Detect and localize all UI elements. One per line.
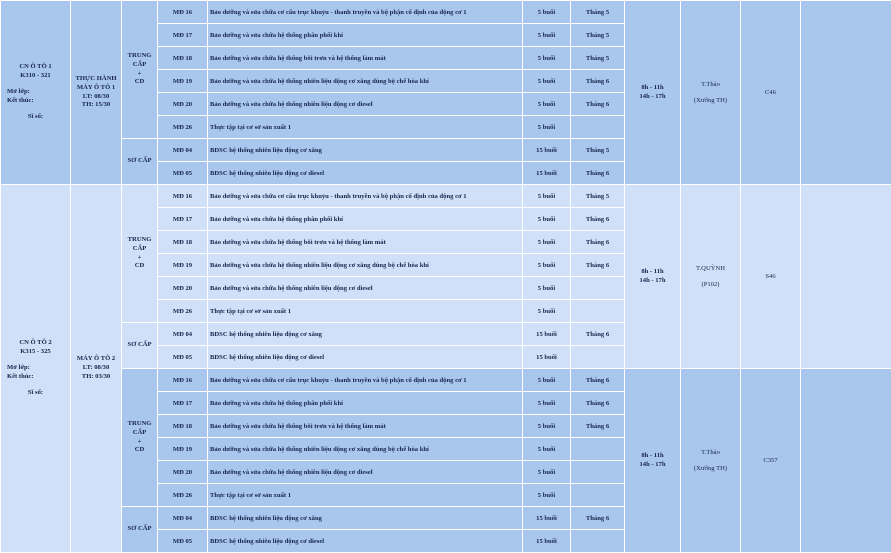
time-afternoon: 14h - 17h	[639, 461, 665, 468]
teacher-location: (Xưởng TH)	[694, 97, 727, 104]
module-name: Bảo dưỡng và sửa chữa hệ thống nhiên liệu động cơ diesel	[208, 461, 523, 484]
session-count: 5 buổi	[523, 93, 571, 116]
module-name: Bảo dưỡng và sửa chữa cơ cấu trục khuỷu - thanh truyền và bộ phận cố định của động cơ 1	[208, 1, 523, 24]
teacher-location: (P102)	[702, 281, 720, 288]
module-code: MĐ 20	[158, 461, 208, 484]
module-name: Thực tập tại cơ sở sản xuất 1	[208, 484, 523, 507]
module-code: MĐ 16	[158, 1, 208, 24]
class-info-cell	[1, 1, 71, 185]
month-cell: Tháng 5	[571, 185, 625, 208]
level-name: TRUNG	[128, 52, 152, 59]
module-name: Bảo dưỡng và sửa chữa hệ thống phân phối khí	[208, 208, 523, 231]
module-name: Thực tập tại cơ sở sản xuất 1	[208, 300, 523, 323]
subject-line: LT: 08/30	[83, 364, 110, 371]
time-morning: 8h - 11h	[641, 84, 663, 91]
class-name: CN Ô TÔ 2	[19, 339, 51, 346]
module-name: BDSC hệ thống nhiên liệu động cơ xăng	[208, 139, 523, 162]
month-cell: Tháng 6	[571, 507, 625, 530]
empty-cell	[801, 1, 891, 185]
module-code: MĐ 16	[158, 369, 208, 392]
size-label: Sĩ số:	[28, 389, 43, 396]
teacher-name: T.Thảo	[701, 449, 720, 456]
teacher-name: T.Thảo	[701, 81, 720, 88]
time-cell	[625, 369, 681, 553]
level-cell	[122, 1, 158, 139]
subject-line: THỰC HÀNH	[76, 75, 117, 82]
module-code: MĐ 05	[158, 530, 208, 553]
month-cell: Tháng 6	[571, 369, 625, 392]
module-code: MĐ 19	[158, 438, 208, 461]
module-name: BDSC hệ thống nhiên liệu động cơ diesel	[208, 346, 523, 369]
month-cell	[571, 116, 625, 139]
subject-line: TH: 03/30	[82, 373, 110, 380]
subject-line: MÁY Ô TÔ 2	[77, 355, 115, 362]
level-name: +	[138, 438, 142, 445]
session-count: 5 buổi	[523, 185, 571, 208]
end-label: Kết thúc:	[3, 373, 68, 382]
module-name: Bảo dưỡng và sửa chữa hệ thống bôi trơn và hệ thống làm mát	[208, 415, 523, 438]
module-code: MĐ 26	[158, 116, 208, 139]
month-cell: Tháng 6	[571, 70, 625, 93]
subject-cell	[71, 185, 122, 553]
session-count: 15 buổi	[523, 139, 571, 162]
empty-cell	[801, 369, 891, 553]
month-cell: Tháng 6	[571, 208, 625, 231]
subject-cell	[71, 1, 122, 185]
session-count: 5 buổi	[523, 231, 571, 254]
month-cell	[571, 461, 625, 484]
teacher-name: T.QUỲNH	[696, 265, 725, 272]
module-code: MĐ 05	[158, 162, 208, 185]
module-code: MĐ 26	[158, 300, 208, 323]
session-count: 5 buổi	[523, 415, 571, 438]
month-cell: Tháng 5	[571, 47, 625, 70]
module-name: Thực tập tại cơ sở sản xuất 1	[208, 116, 523, 139]
month-cell: Tháng 6	[571, 93, 625, 116]
level-name: CẤP	[133, 61, 147, 68]
session-count: 5 buổi	[523, 300, 571, 323]
module-name: BDSC hệ thống nhiên liệu động cơ diesel	[208, 162, 523, 185]
session-count: 5 buổi	[523, 70, 571, 93]
table-row	[1, 1, 891, 24]
size-label: Sĩ số:	[28, 113, 43, 120]
time-cell	[625, 185, 681, 369]
level-name: SƠ CẤP	[128, 157, 152, 164]
module-code: MĐ 20	[158, 277, 208, 300]
module-code: MĐ 18	[158, 47, 208, 70]
month-cell: Tháng 5	[571, 139, 625, 162]
session-count: 5 buổi	[523, 438, 571, 461]
table-row	[1, 369, 891, 392]
module-name: Bảo dưỡng và sửa chữa hệ thống bôi trơn và hệ thống làm mát	[208, 231, 523, 254]
class-code: K310 - 321	[20, 72, 50, 79]
room-cell: S46	[741, 185, 801, 369]
session-count: 15 buổi	[523, 507, 571, 530]
class-info-cell	[1, 185, 71, 553]
module-name: Bảo dưỡng và sửa chữa hệ thống phân phối khí	[208, 24, 523, 47]
month-cell	[571, 484, 625, 507]
end-label: Kết thúc:	[3, 97, 68, 106]
time-morning: 8h - 11h	[641, 452, 663, 459]
month-cell: Tháng 6	[571, 392, 625, 415]
time-afternoon: 14h - 17h	[639, 93, 665, 100]
class-code: K315 - 325	[20, 348, 50, 355]
module-code: MĐ 16	[158, 185, 208, 208]
session-count: 15 buổi	[523, 530, 571, 553]
module-code: MĐ 18	[158, 415, 208, 438]
module-name: Bảo dưỡng và sửa chữa hệ thống nhiên liệu động cơ diesel	[208, 93, 523, 116]
module-code: MĐ 17	[158, 24, 208, 47]
teacher-cell	[681, 185, 741, 369]
module-code: MĐ 26	[158, 484, 208, 507]
module-name: BDSC hệ thống nhiên liệu động cơ diesel	[208, 530, 523, 553]
module-name: BDSC hệ thống nhiên liệu động cơ xăng	[208, 507, 523, 530]
month-cell	[571, 300, 625, 323]
month-cell	[571, 438, 625, 461]
start-label: Mở lớp:	[3, 88, 68, 97]
month-cell	[571, 277, 625, 300]
level-cell	[122, 185, 158, 323]
module-code: MĐ 17	[158, 392, 208, 415]
month-cell: Tháng 6	[571, 254, 625, 277]
session-count: 15 buổi	[523, 162, 571, 185]
room-cell: C46	[741, 1, 801, 185]
time-afternoon: 14h - 17h	[639, 277, 665, 284]
level-name: TRUNG	[128, 420, 152, 427]
level-cell	[122, 139, 158, 185]
session-count: 5 buổi	[523, 369, 571, 392]
module-name: Bảo dưỡng và sửa chữa cơ cấu trục khuỷu - thanh truyền và bộ phận cố định của động cơ 1	[208, 185, 523, 208]
table-row	[1, 185, 891, 208]
level-name: SƠ CẤP	[128, 525, 152, 532]
level-cell	[122, 369, 158, 507]
empty-cell	[801, 185, 891, 369]
module-code: MĐ 04	[158, 507, 208, 530]
month-cell: Tháng 5	[571, 1, 625, 24]
module-name: Bảo dưỡng và sửa chữa hệ thống nhiên liệu động cơ xăng dùng bộ chế hòa khí	[208, 438, 523, 461]
module-name: Bảo dưỡng và sửa chữa cơ cấu trục khuỷu - thanh truyền và bộ phận cố định của động cơ 1	[208, 369, 523, 392]
month-cell: Tháng 6	[571, 323, 625, 346]
module-code: MĐ 19	[158, 254, 208, 277]
session-count: 5 buổi	[523, 277, 571, 300]
module-code: MĐ 19	[158, 70, 208, 93]
month-cell	[571, 530, 625, 553]
level-cell	[122, 507, 158, 553]
time-morning: 8h - 11h	[641, 268, 663, 275]
session-count: 5 buổi	[523, 1, 571, 24]
session-count: 5 buổi	[523, 47, 571, 70]
level-name: CD	[135, 78, 145, 85]
module-code: MĐ 05	[158, 346, 208, 369]
month-cell: Tháng 6	[571, 415, 625, 438]
subject-line: LT: 08/30	[83, 93, 110, 100]
teacher-cell	[681, 369, 741, 553]
module-code: MĐ 04	[158, 323, 208, 346]
session-count: 5 buổi	[523, 24, 571, 47]
session-count: 5 buổi	[523, 116, 571, 139]
month-cell: Tháng 5	[571, 24, 625, 47]
module-code: MĐ 20	[158, 93, 208, 116]
month-cell: Tháng 6	[571, 162, 625, 185]
start-label: Mở lớp:	[3, 364, 68, 373]
session-count: 15 buổi	[523, 323, 571, 346]
level-name: +	[138, 254, 142, 261]
session-count: 5 buổi	[523, 484, 571, 507]
month-cell: Tháng 6	[571, 231, 625, 254]
teacher-cell	[681, 1, 741, 185]
session-count: 5 buổi	[523, 392, 571, 415]
month-cell	[571, 346, 625, 369]
module-name: Bảo dưỡng và sửa chữa hệ thống nhiên liệu động cơ xăng dùng bộ chế hòa khí	[208, 70, 523, 93]
subject-line: MÁY Ô TÔ 1	[77, 84, 115, 91]
level-name: CẤP	[133, 429, 147, 436]
subject-line: TH: 15/30	[82, 101, 110, 108]
session-count: 5 buổi	[523, 461, 571, 484]
level-name: CD	[135, 262, 145, 269]
session-count: 5 buổi	[523, 254, 571, 277]
room-cell: C357	[741, 369, 801, 553]
module-name: BDSC hệ thống nhiên liệu động cơ xăng	[208, 323, 523, 346]
level-name: SƠ CẤP	[128, 341, 152, 348]
module-code: MĐ 17	[158, 208, 208, 231]
teacher-location: (Xưởng TH)	[694, 465, 727, 472]
module-name: Bảo dưỡng và sửa chữa hệ thống bôi trơn và hệ thống làm mát	[208, 47, 523, 70]
time-cell	[625, 1, 681, 185]
module-name: Bảo dưỡng và sửa chữa hệ thống phân phối khí	[208, 392, 523, 415]
class-name: CN Ô TÔ 1	[19, 63, 51, 70]
session-count: 5 buổi	[523, 208, 571, 231]
level-cell	[122, 323, 158, 369]
module-code: MĐ 18	[158, 231, 208, 254]
level-name: TRUNG	[128, 236, 152, 243]
level-name: CD	[135, 446, 145, 453]
level-name: CẤP	[133, 245, 147, 252]
module-name: Bảo dưỡng và sửa chữa hệ thống nhiên liệu động cơ xăng dùng bộ chế hòa khí	[208, 254, 523, 277]
level-name: +	[138, 70, 142, 77]
module-name: Bảo dưỡng và sửa chữa hệ thống nhiên liệu động cơ diesel	[208, 277, 523, 300]
module-code: MĐ 04	[158, 139, 208, 162]
session-count: 15 buổi	[523, 346, 571, 369]
